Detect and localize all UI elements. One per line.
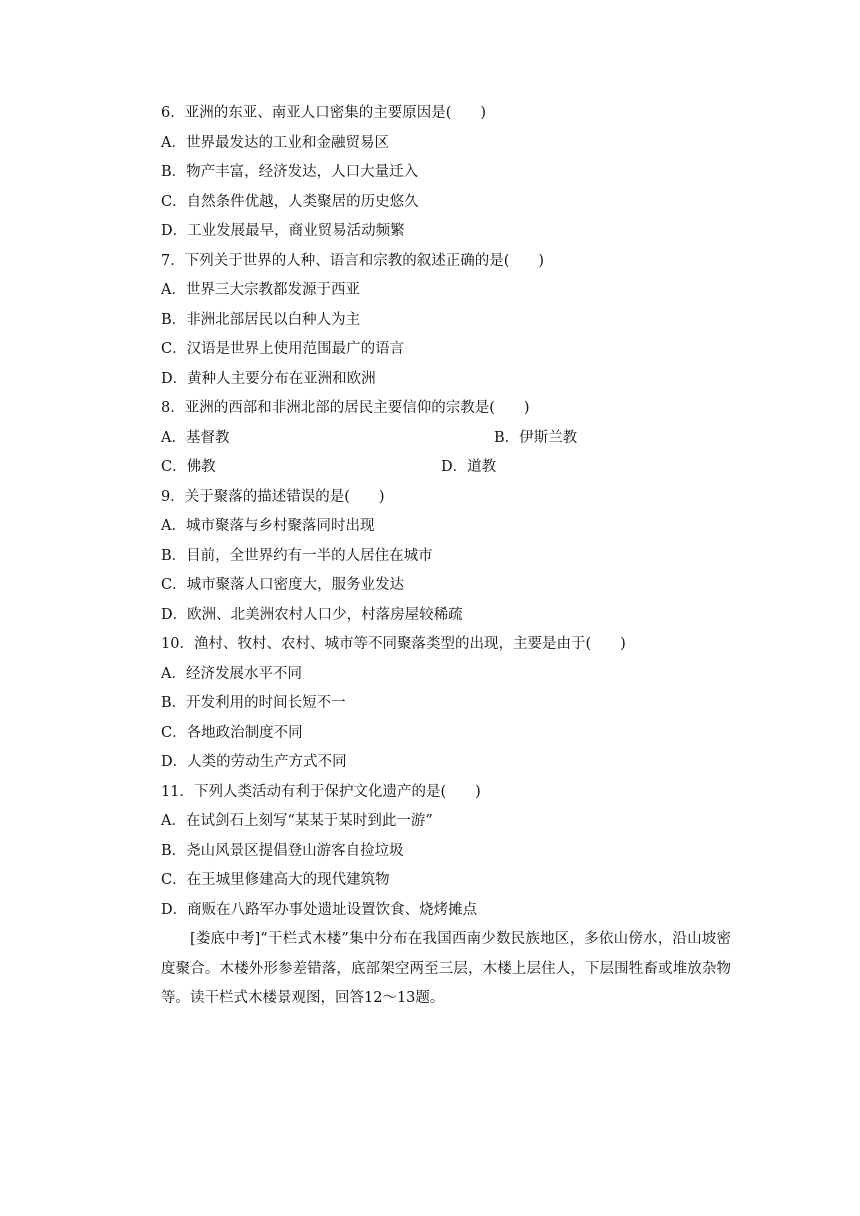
question-7-option-d: D．黄种人主要分布在亚洲和欧洲 (161, 371, 376, 387)
question-7-option-b: B．非洲北部居民以白种人为主 (161, 312, 361, 328)
question-6-option-b: B．物产丰富，经济发达，人口大量迁入 (161, 164, 419, 180)
question-8-option-b: B．伊斯兰教 (494, 430, 578, 446)
question-9-option-b: B．目前，全世界约有一半的人居住在城市 (161, 548, 433, 564)
question-8-option-a: A．基督教 (161, 430, 230, 446)
question-9-option-a: A．城市聚落与乡村聚落同时出现 (161, 518, 375, 534)
question-10-option-b: B．开发利用的时间长短不一 (161, 695, 346, 711)
question-9-option-d: D．欧洲、北美洲农村人口少，村落房屋较稀疏 (161, 607, 463, 623)
question-10-option-d: D．人类的劳动生产方式不同 (161, 754, 347, 770)
question-8-option-c: C．佛教 (161, 459, 216, 475)
question-6-option-c: C．自然条件优越，人类聚居的历史悠久 (161, 194, 419, 210)
question-11-option-c: C．在王城里修建高大的现代建筑物 (161, 872, 390, 888)
question-7-option-c: C．汉语是世界上使用范围最广的语言 (161, 341, 405, 357)
question-8-stem: 8．亚洲的西部和非洲北部的居民主要信仰的宗教是( ) (161, 400, 530, 416)
question-6-stem: 6．亚洲的东亚、南亚人口密集的主要原因是( ) (161, 105, 487, 121)
question-11-option-d: D．商贩在八路军办事处遗址设置饮食、烧烤摊点 (161, 902, 478, 918)
question-6-option-a: A．世界最发达的工业和金融贸易区 (161, 135, 389, 151)
question-10-stem: 10．渔村、牧村、农村、城市等不同聚落类型的出现，主要是由于( ) (161, 636, 626, 652)
question-7-option-a: A．世界三大宗教都发源于西亚 (161, 282, 360, 298)
question-8-option-d: D．道教 (441, 459, 497, 475)
question-6-option-d: D．工业发展最早，商业贸易活动频繁 (161, 223, 405, 239)
reading-passage: [娄底中考]“干栏式木楼”集中分布在我国西南少数民族地区，多依山傍水，沿山坡密度聚合。木楼外形参差错落，底部架空两至三层，木楼上层住人，下层围牲畜或堆放杂物等。读干栏式木楼景观图，回答12～13题。 (161, 931, 731, 1006)
question-11-option-a: A．在试剑石上刻写“某某于某时到此一游” (161, 813, 433, 829)
question-7-stem: 7．下列关于世界的人种、语言和宗教的叙述正确的是( ) (161, 253, 545, 269)
question-11-option-b: B．尧山风景区提倡登山游客自捡垃圾 (161, 843, 404, 859)
question-9-option-c: C．城市聚落人口密度大，服务业发达 (161, 577, 405, 593)
question-10-option-c: C．各地政治制度不同 (161, 725, 303, 741)
question-9-stem: 9．关于聚落的描述错误的是( ) (161, 489, 385, 505)
question-11-stem: 11．下列人类活动有利于保护文化遗产的是( ) (161, 784, 481, 800)
question-10-option-a: A．经济发展水平不同 (161, 666, 302, 682)
